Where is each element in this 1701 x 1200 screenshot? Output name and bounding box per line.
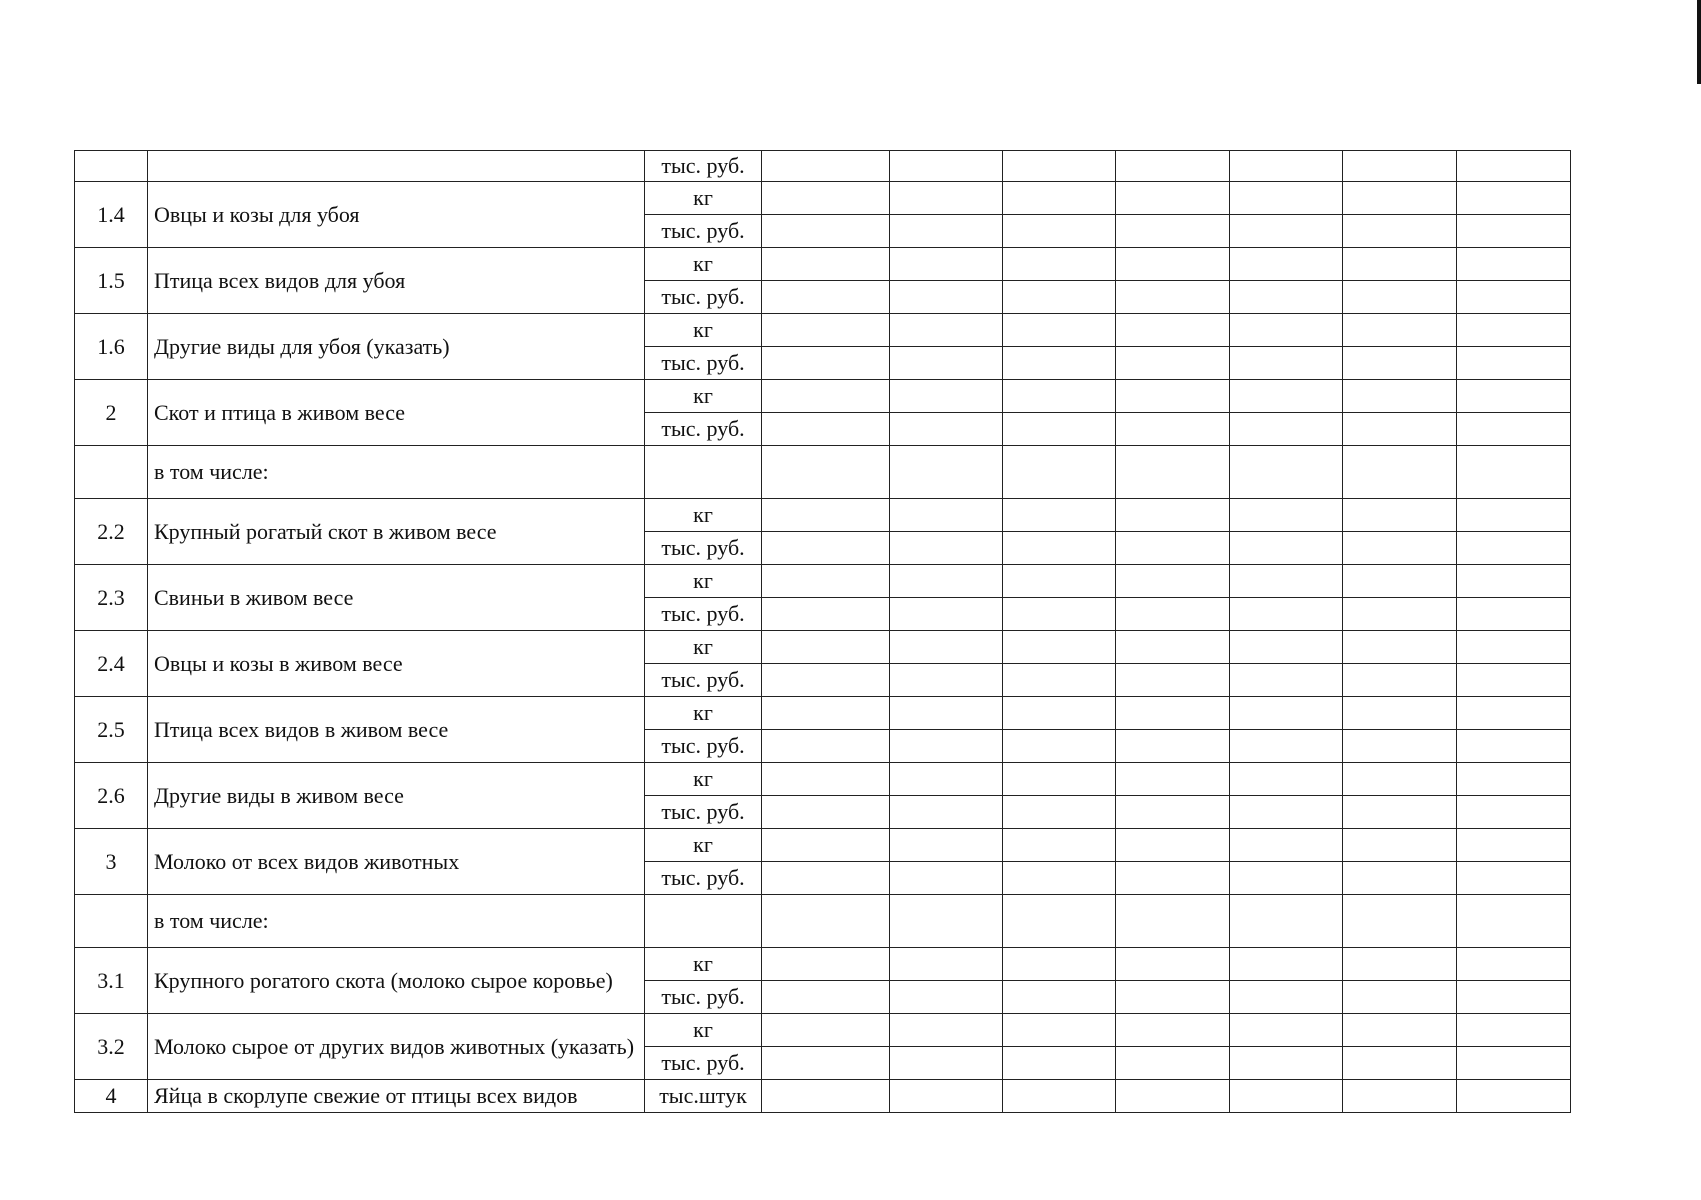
value-cell[interactable] [1116, 248, 1230, 281]
value-cell[interactable] [1343, 413, 1457, 446]
value-cell[interactable] [1116, 981, 1230, 1014]
unit-label: тыс. руб. [645, 730, 762, 763]
row-name: Другие виды в живом весе [148, 763, 645, 829]
value-cell[interactable] [890, 380, 1003, 413]
unit-label: тыс. руб. [645, 862, 762, 895]
value-cell[interactable] [1457, 413, 1571, 446]
value-cell[interactable] [1230, 151, 1343, 182]
table-row [75, 182, 1571, 215]
value-cell[interactable] [1230, 1080, 1343, 1113]
value-cell[interactable] [1457, 631, 1571, 664]
value-cell[interactable] [1116, 631, 1230, 664]
row-number [75, 895, 148, 948]
table-subheading-row [75, 895, 1571, 948]
value-cell[interactable] [1457, 380, 1571, 413]
unit-label: тыс. руб. [645, 413, 762, 446]
value-cell[interactable] [762, 248, 890, 281]
unit-label: кг [645, 248, 762, 281]
value-cell[interactable] [1230, 631, 1343, 664]
value-cell[interactable] [890, 532, 1003, 565]
value-cell[interactable] [1003, 499, 1116, 532]
row-number: 3 [75, 829, 148, 895]
value-cell[interactable] [1343, 182, 1457, 215]
row-number: 1.4 [75, 182, 148, 248]
value-cell[interactable] [1343, 862, 1457, 895]
value-cell[interactable] [762, 763, 890, 796]
value-cell[interactable] [1116, 1047, 1230, 1080]
value-cell[interactable] [1116, 829, 1230, 862]
value-cell[interactable] [1230, 499, 1343, 532]
value-cell[interactable] [1003, 215, 1116, 248]
unit-label: кг [645, 631, 762, 664]
value-cell[interactable] [1003, 981, 1116, 1014]
row-number: 3.2 [75, 1014, 148, 1080]
unit-label: тыс. руб. [645, 347, 762, 380]
value-cell[interactable] [762, 598, 890, 631]
value-cell[interactable] [1457, 499, 1571, 532]
value-cell[interactable] [1003, 697, 1116, 730]
value-cell[interactable] [1457, 1047, 1571, 1080]
value-cell[interactable] [1457, 532, 1571, 565]
page-edge-mark [1697, 0, 1701, 84]
value-cell[interactable] [890, 1080, 1003, 1113]
unit-label [645, 895, 762, 948]
value-cell[interactable] [1343, 948, 1457, 981]
row-name: Овцы и козы в живом весе [148, 631, 645, 697]
value-cell[interactable] [1003, 763, 1116, 796]
value-cell[interactable] [1116, 347, 1230, 380]
unit-label: тыс. руб. [645, 151, 762, 182]
value-cell[interactable] [1230, 1047, 1343, 1080]
value-cell[interactable] [1457, 862, 1571, 895]
value-cell[interactable] [890, 730, 1003, 763]
value-cell[interactable] [762, 981, 890, 1014]
unit-label: кг [645, 565, 762, 598]
value-cell[interactable] [1343, 314, 1457, 347]
value-cell[interactable] [1003, 446, 1116, 499]
table-row [75, 631, 1571, 664]
table-row [75, 565, 1571, 598]
value-cell[interactable] [890, 829, 1003, 862]
value-cell[interactable] [1230, 1014, 1343, 1047]
table-row [75, 697, 1571, 730]
value-cell[interactable] [1230, 215, 1343, 248]
value-cell[interactable] [1230, 413, 1343, 446]
value-cell[interactable] [762, 499, 890, 532]
value-cell[interactable] [1116, 763, 1230, 796]
value-cell[interactable] [1343, 446, 1457, 499]
value-cell[interactable] [1343, 796, 1457, 829]
value-cell[interactable] [1457, 829, 1571, 862]
value-cell[interactable] [762, 215, 890, 248]
value-cell[interactable] [1343, 895, 1457, 948]
value-cell[interactable] [1116, 895, 1230, 948]
value-cell[interactable] [762, 347, 890, 380]
row-name: Скот и птица в живом весе [148, 380, 645, 446]
table-row [75, 380, 1571, 413]
value-cell[interactable] [1343, 347, 1457, 380]
value-cell[interactable] [1457, 215, 1571, 248]
value-cell[interactable] [890, 1014, 1003, 1047]
value-cell[interactable] [890, 895, 1003, 948]
value-cell[interactable] [1230, 281, 1343, 314]
value-cell[interactable] [890, 281, 1003, 314]
value-cell[interactable] [1003, 631, 1116, 664]
table-row [75, 248, 1571, 281]
value-cell[interactable] [1230, 446, 1343, 499]
value-cell[interactable] [1116, 565, 1230, 598]
value-cell[interactable] [890, 1047, 1003, 1080]
value-cell[interactable] [1003, 862, 1116, 895]
value-cell[interactable] [762, 730, 890, 763]
value-cell[interactable] [1003, 664, 1116, 697]
table-row [75, 314, 1571, 347]
unit-label [645, 446, 762, 499]
value-cell[interactable] [890, 347, 1003, 380]
value-cell[interactable] [1230, 380, 1343, 413]
value-cell[interactable] [1003, 182, 1116, 215]
value-cell[interactable] [1457, 281, 1571, 314]
value-cell[interactable] [1343, 380, 1457, 413]
value-cell[interactable] [1003, 248, 1116, 281]
value-cell[interactable] [890, 981, 1003, 1014]
value-cell[interactable] [1116, 862, 1230, 895]
value-cell[interactable] [890, 499, 1003, 532]
value-cell[interactable] [1343, 981, 1457, 1014]
row-name: Овцы и козы для убоя [148, 182, 645, 248]
value-cell[interactable] [1343, 1080, 1457, 1113]
value-cell[interactable] [1457, 763, 1571, 796]
table-row [75, 1014, 1571, 1047]
report-table [74, 150, 1571, 1113]
value-cell[interactable] [1457, 248, 1571, 281]
value-cell[interactable] [1230, 347, 1343, 380]
row-name: Свиньи в живом весе [148, 565, 645, 631]
value-cell[interactable] [1457, 1080, 1571, 1113]
value-cell[interactable] [1457, 151, 1571, 182]
value-cell[interactable] [1230, 981, 1343, 1014]
value-cell[interactable] [1230, 697, 1343, 730]
value-cell[interactable] [762, 895, 890, 948]
value-cell[interactable] [1343, 697, 1457, 730]
value-cell[interactable] [762, 565, 890, 598]
row-name: Другие виды для убоя (указать) [148, 314, 645, 380]
value-cell[interactable] [1343, 1014, 1457, 1047]
value-cell[interactable] [1457, 730, 1571, 763]
row-name: Молоко сырое от других видов животных (указать) [148, 1014, 645, 1080]
value-cell[interactable] [1003, 380, 1116, 413]
value-cell[interactable] [762, 182, 890, 215]
value-cell[interactable] [1003, 1014, 1116, 1047]
value-cell[interactable] [1003, 413, 1116, 446]
value-cell[interactable] [762, 1047, 890, 1080]
row-number: 3.1 [75, 948, 148, 1014]
value-cell[interactable] [762, 1014, 890, 1047]
value-cell[interactable] [762, 446, 890, 499]
value-cell[interactable] [1003, 895, 1116, 948]
value-cell[interactable] [1457, 664, 1571, 697]
value-cell[interactable] [1457, 981, 1571, 1014]
value-cell[interactable] [1116, 446, 1230, 499]
row-number: 1.5 [75, 248, 148, 314]
value-cell[interactable] [1230, 664, 1343, 697]
value-cell[interactable] [1343, 631, 1457, 664]
table-row [75, 1080, 1571, 1113]
row-number: 2.3 [75, 565, 148, 631]
table-row [75, 829, 1571, 862]
value-cell[interactable] [1116, 182, 1230, 215]
unit-label: тыс. руб. [645, 215, 762, 248]
value-cell[interactable] [762, 631, 890, 664]
unit-label: кг [645, 697, 762, 730]
value-cell[interactable] [1230, 895, 1343, 948]
row-number [75, 446, 148, 499]
value-cell[interactable] [1230, 862, 1343, 895]
value-cell[interactable] [1343, 598, 1457, 631]
subheading-label: в том числе: [148, 446, 645, 499]
unit-label: кг [645, 380, 762, 413]
value-cell[interactable] [1343, 763, 1457, 796]
value-cell[interactable] [890, 314, 1003, 347]
value-cell[interactable] [1457, 347, 1571, 380]
value-cell[interactable] [1343, 151, 1457, 182]
row-name: Молоко от всех видов животных [148, 829, 645, 895]
value-cell[interactable] [1343, 730, 1457, 763]
value-cell[interactable] [1116, 281, 1230, 314]
unit-label: кг [645, 1014, 762, 1047]
value-cell[interactable] [762, 664, 890, 697]
value-cell[interactable] [1343, 1047, 1457, 1080]
value-cell[interactable] [1116, 151, 1230, 182]
value-cell[interactable] [1230, 730, 1343, 763]
value-cell[interactable] [1457, 598, 1571, 631]
value-cell[interactable] [890, 697, 1003, 730]
value-cell[interactable] [1457, 314, 1571, 347]
value-cell[interactable] [890, 182, 1003, 215]
value-cell[interactable] [890, 598, 1003, 631]
value-cell[interactable] [1457, 182, 1571, 215]
value-cell[interactable] [1003, 532, 1116, 565]
unit-label: кг [645, 763, 762, 796]
row-number: 1.6 [75, 314, 148, 380]
value-cell[interactable] [762, 281, 890, 314]
value-cell[interactable] [762, 862, 890, 895]
value-cell[interactable] [1230, 829, 1343, 862]
unit-label: кг [645, 182, 762, 215]
value-cell[interactable] [1003, 948, 1116, 981]
value-cell[interactable] [1003, 281, 1116, 314]
value-cell[interactable] [1003, 1080, 1116, 1113]
value-cell[interactable] [762, 796, 890, 829]
unit-label: тыс. руб. [645, 1047, 762, 1080]
unit-label: тыс. руб. [645, 532, 762, 565]
value-cell[interactable] [890, 248, 1003, 281]
value-cell[interactable] [1003, 347, 1116, 380]
value-cell[interactable] [890, 565, 1003, 598]
value-cell[interactable] [1230, 314, 1343, 347]
value-cell[interactable] [1343, 829, 1457, 862]
value-cell[interactable] [1457, 697, 1571, 730]
row-number: 2.2 [75, 499, 148, 565]
value-cell[interactable] [1343, 664, 1457, 697]
value-cell[interactable] [1116, 730, 1230, 763]
value-cell[interactable] [1003, 151, 1116, 182]
value-cell[interactable] [1457, 1014, 1571, 1047]
unit-label: тыс.штук [645, 1080, 762, 1113]
value-cell[interactable] [890, 948, 1003, 981]
value-cell[interactable] [890, 413, 1003, 446]
row-number: 2.5 [75, 697, 148, 763]
row-number: 2.6 [75, 763, 148, 829]
table-row [75, 948, 1571, 981]
value-cell[interactable] [890, 763, 1003, 796]
unit-label: кг [645, 499, 762, 532]
value-cell[interactable] [762, 151, 890, 182]
unit-label: кг [645, 948, 762, 981]
value-cell[interactable] [1457, 565, 1571, 598]
unit-label: кг [645, 829, 762, 862]
value-cell[interactable] [1116, 1014, 1230, 1047]
value-cell[interactable] [1116, 380, 1230, 413]
row-name: Крупного рогатого скота (молоко сырое коровье) [148, 948, 645, 1014]
unit-label: тыс. руб. [645, 981, 762, 1014]
value-cell[interactable] [1116, 796, 1230, 829]
value-cell[interactable] [1343, 281, 1457, 314]
value-cell[interactable] [890, 446, 1003, 499]
value-cell[interactable] [762, 829, 890, 862]
row-name: Птица всех видов в живом весе [148, 697, 645, 763]
unit-label: кг [645, 314, 762, 347]
value-cell[interactable] [1003, 829, 1116, 862]
value-cell[interactable] [1116, 532, 1230, 565]
unit-label: тыс. руб. [645, 664, 762, 697]
value-cell[interactable] [1230, 763, 1343, 796]
table-row [75, 763, 1571, 796]
row-number: 2 [75, 380, 148, 446]
value-cell[interactable] [1116, 314, 1230, 347]
value-cell[interactable] [762, 697, 890, 730]
subheading-label: в том числе: [148, 895, 645, 948]
value-cell[interactable] [1116, 664, 1230, 697]
value-cell[interactable] [1457, 948, 1571, 981]
row-number: 2.4 [75, 631, 148, 697]
row-name [148, 151, 645, 182]
value-cell[interactable] [1457, 446, 1571, 499]
value-cell[interactable] [1230, 796, 1343, 829]
value-cell[interactable] [1116, 697, 1230, 730]
row-number [75, 151, 148, 182]
value-cell[interactable] [1343, 565, 1457, 598]
value-cell[interactable] [1116, 413, 1230, 446]
value-cell[interactable] [1230, 182, 1343, 215]
value-cell[interactable] [1116, 598, 1230, 631]
value-cell[interactable] [890, 631, 1003, 664]
value-cell[interactable] [890, 796, 1003, 829]
value-cell[interactable] [1230, 948, 1343, 981]
row-name: Крупный рогатый скот в живом весе [148, 499, 645, 565]
value-cell[interactable] [1003, 730, 1116, 763]
value-cell[interactable] [1003, 1047, 1116, 1080]
value-cell[interactable] [890, 215, 1003, 248]
value-cell[interactable] [762, 413, 890, 446]
value-cell[interactable] [1003, 796, 1116, 829]
unit-label: тыс. руб. [645, 796, 762, 829]
value-cell[interactable] [1343, 499, 1457, 532]
value-cell[interactable] [1003, 314, 1116, 347]
value-cell[interactable] [1343, 532, 1457, 565]
unit-label: тыс. руб. [645, 281, 762, 314]
value-cell[interactable] [762, 532, 890, 565]
value-cell[interactable] [1343, 248, 1457, 281]
table-row [75, 499, 1571, 532]
table-subheading-row [75, 446, 1571, 499]
row-number: 4 [75, 1080, 148, 1113]
value-cell[interactable] [762, 380, 890, 413]
value-cell[interactable] [1116, 948, 1230, 981]
value-cell[interactable] [1116, 215, 1230, 248]
value-cell[interactable] [1230, 598, 1343, 631]
value-cell[interactable] [1230, 532, 1343, 565]
table-row [75, 151, 1571, 182]
value-cell[interactable] [1003, 565, 1116, 598]
value-cell[interactable] [1116, 1080, 1230, 1113]
value-cell[interactable] [1116, 499, 1230, 532]
value-cell[interactable] [1343, 215, 1457, 248]
row-name: Яйца в скорлупе свежие от птицы всех видов [148, 1080, 645, 1113]
value-cell[interactable] [762, 314, 890, 347]
value-cell[interactable] [890, 151, 1003, 182]
value-cell[interactable] [1457, 895, 1571, 948]
value-cell[interactable] [1457, 796, 1571, 829]
value-cell[interactable] [890, 664, 1003, 697]
value-cell[interactable] [1230, 565, 1343, 598]
value-cell[interactable] [1230, 248, 1343, 281]
row-name: Птица всех видов для убоя [148, 248, 645, 314]
unit-label: тыс. руб. [645, 598, 762, 631]
value-cell[interactable] [890, 862, 1003, 895]
value-cell[interactable] [762, 1080, 890, 1113]
value-cell[interactable] [1003, 598, 1116, 631]
value-cell[interactable] [762, 948, 890, 981]
